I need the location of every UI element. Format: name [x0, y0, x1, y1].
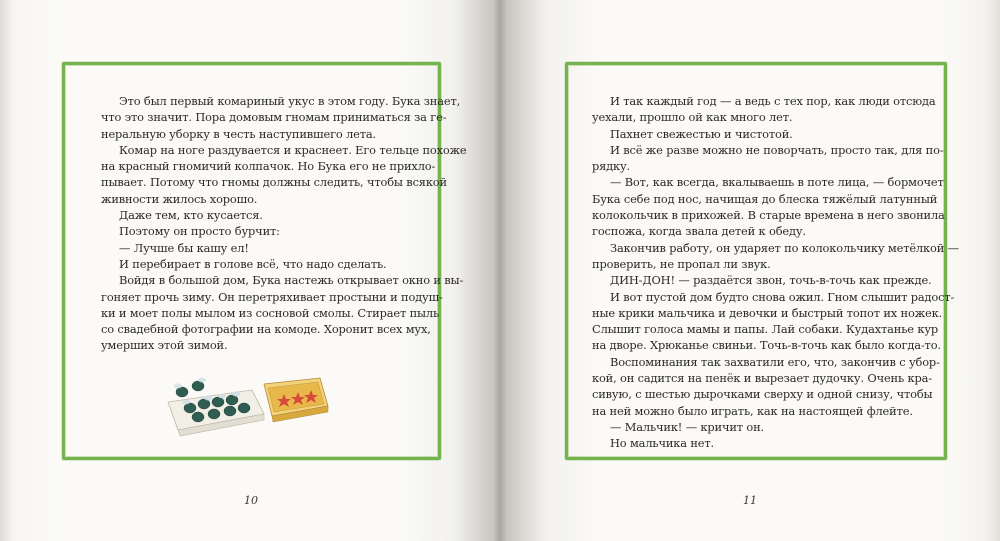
text-line: на ней можно было играть, как на настоящей флейте.	[592, 403, 913, 418]
text-line: умерших этой зимой.	[101, 338, 228, 353]
right-page-text	[592, 93, 959, 452]
text-line: Слышит голоса мамы и папы. Лай собаки. Кудахтанье кур	[592, 322, 939, 337]
text-line: И перебирает в голове всё, что надо сделать.	[119, 256, 387, 271]
text-line: Пахнет свежестью и чистотой.	[610, 126, 793, 141]
text-line: на красный гномичий колпачок. Но Бука его не прихло-	[101, 159, 436, 174]
text-line: сивую, с шестью дырочками сверху и одной снизу, чтобы	[592, 387, 933, 402]
text-line: Закончив работу, он ударяет по колокольчику метёлкой —	[610, 240, 959, 255]
text-line: — Лучше бы кашу ел!	[119, 240, 249, 255]
page-number-right: 11	[743, 494, 757, 507]
text-line: что это значит. Пора домовым гномам приниматься за ге-	[101, 110, 447, 125]
text-line: ки и моет полы мылом из сосновой смолы. Стирает пыль	[101, 305, 440, 320]
text-line: со свадебной фотографии на комоде. Хоронит всех мух,	[101, 322, 431, 337]
text-line: кой, он садится на пенёк и вырезает дудочку. Очень кра-	[592, 371, 932, 386]
page-number-left: 10	[244, 494, 258, 507]
text-line: колокольчик в прихожей. В старые времена в него звонила	[592, 208, 945, 223]
text-line: госпожа, когда звала детей к обеду.	[592, 224, 806, 239]
text-line: Но мальчика нет.	[610, 436, 715, 451]
matchbox-flies-illustration	[160, 362, 340, 442]
text-line: И вот пустой дом будто снова ожил. Гном слышит радост-	[610, 289, 955, 304]
text-line: ные крики мальчика и девочки и быстрый топот их ножек.	[592, 305, 943, 320]
text-line: рядку.	[592, 159, 631, 174]
text-line: проверить, не пропал ли звук.	[592, 256, 771, 271]
text-line: Воспоминания так захватили его, что, закончив с убор-	[610, 354, 940, 369]
text-line: пывает. Потому что гномы должны следить, чтобы всякой	[101, 175, 447, 190]
text-line: гоняет прочь зиму. Он перетряхивает простыни и подуш-	[101, 289, 443, 304]
text-line: — Мальчик! — кричит он.	[610, 419, 765, 434]
text-line: И так каждый год — а ведь с тех пор, как люди отсюда	[610, 94, 936, 108]
text-line: уехали, прошло ой как много лет.	[592, 110, 793, 125]
text-line: Бука себе под нос, начищая до блеска тяжёлый латунный	[592, 191, 938, 206]
text-line: неральную уборку в честь наступившего лета.	[101, 126, 377, 141]
text-line: на дворе. Хрюканье свиньи. Точь-в-точь как было когда-то.	[592, 338, 941, 353]
text-line: И всё же разве можно не поворчать, просто так, для по-	[610, 142, 944, 157]
text-line: ДИН-ДОН! — раздаётся звон, точь-в-точь как прежде.	[610, 273, 932, 288]
left-page-text	[101, 93, 467, 354]
text-line: живности жилось хорошо.	[101, 191, 258, 206]
text-line: Комар на ноге раздувается и краснеет. Его тельце похоже	[119, 142, 467, 157]
text-line: — Вот, как всегда, вкалываешь в поте лица, — бормочет	[610, 175, 944, 190]
text-line: Войдя в большой дом, Бука настежь открывает окно и вы-	[119, 273, 464, 288]
text-line: Поэтому он просто бурчит:	[119, 224, 280, 239]
text-line: Даже тем, кто кусается.	[119, 208, 263, 223]
text-line: Это был первый комариный укус в этом году. Бука знает,	[119, 94, 461, 108]
